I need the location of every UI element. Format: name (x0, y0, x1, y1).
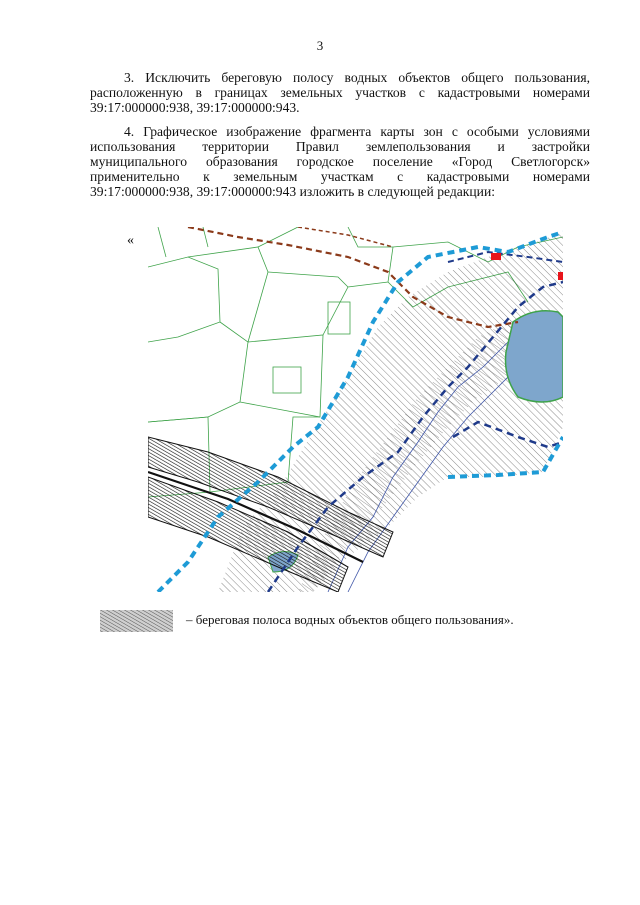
water-body (506, 311, 564, 402)
paragraph-line: расположенную в границах земельных участков с кадастровыми номерами (90, 85, 590, 100)
paragraph-line: применительно к земельным участкам с кадастровыми номерами (90, 169, 590, 184)
page-number: 3 (316, 38, 324, 53)
paragraph-line: муниципального образования городское поселение «Город Светлогорск» (90, 154, 590, 169)
red-marker (491, 253, 501, 260)
red-marker (558, 272, 563, 280)
paragraph-line: 4. Графическое изображение фрагмента карты зон с особыми условиями (124, 124, 590, 139)
legend-hatch-swatch (100, 610, 173, 632)
zone-map-fragment (148, 227, 563, 592)
paragraph-line: 39:17:000000:938, 39:17:000000:943 изложить в следующей редакции: (90, 184, 496, 199)
paragraph-3 (90, 70, 590, 115)
paragraph-line: использования территории Правил землепользования и застройки (90, 139, 590, 154)
paragraph-4 (90, 124, 590, 199)
paragraph-line: 3. Исключить береговую полосу водных объектов общего пользования, (124, 70, 590, 85)
legend-text: – береговая полоса водных объектов общего пользования». (186, 612, 514, 627)
paragraph-line: 39:17:000000:938, 39:17:000000:943. (90, 100, 300, 115)
opening-quote: « (127, 233, 134, 248)
map-svg (148, 227, 563, 592)
